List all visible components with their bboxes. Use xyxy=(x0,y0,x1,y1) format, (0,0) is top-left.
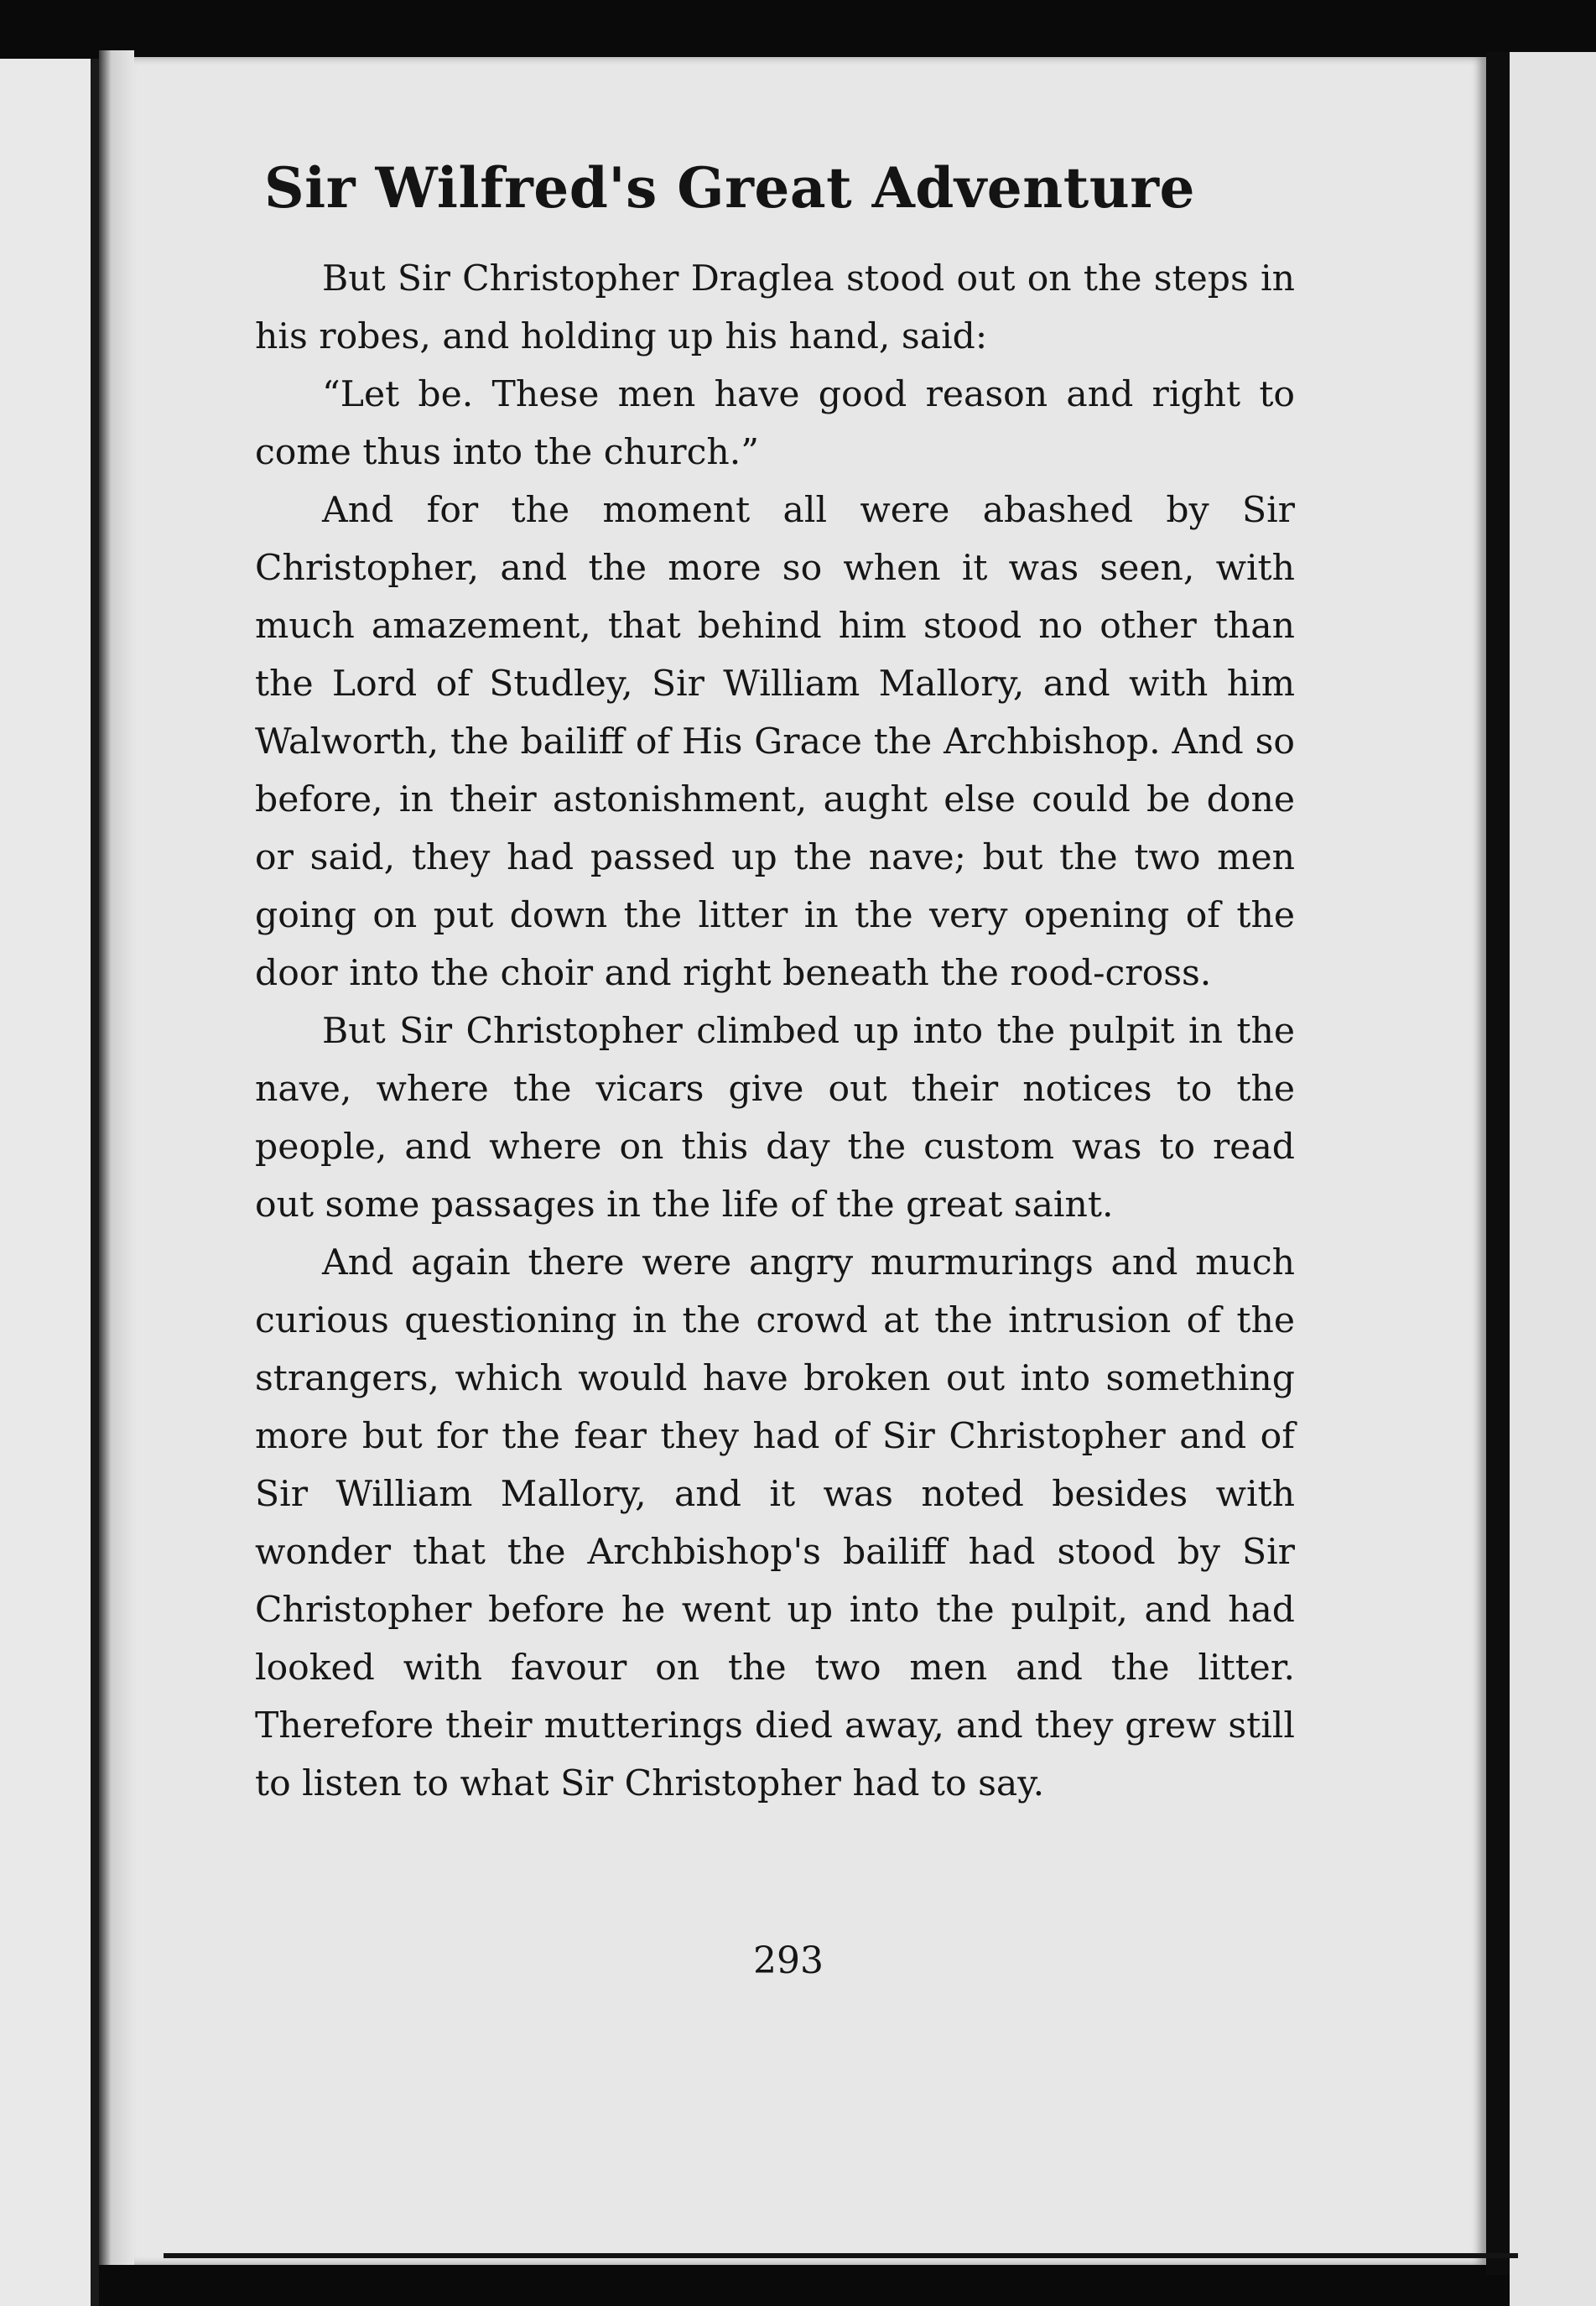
paragraph: But Sir Christopher climbed up into the pulpit in the nave, where the vicars give out their notices to the people, and where on this day the custom was to read out some passages in the life of the great saint. xyxy=(255,1011,1295,1226)
page-number: 293 xyxy=(753,1939,824,1982)
paragraph: But Sir Christopher Draglea stood out on the steps in his robes, and holding up his hand, said: xyxy=(255,258,1295,357)
book-gutter xyxy=(99,50,134,2265)
previous-page-edge xyxy=(0,59,99,2306)
next-page-edge xyxy=(1510,52,1596,2306)
page-shadow xyxy=(1486,52,1510,2275)
paragraph: And for the moment all were abashed by Sir Christopher, and the more so when it was seen, with much amazement, that behind him stood no other than the Lord of Studley, Sir William Mallory, and with him Walworth, the bailiff of His Grace the Archbishop. And so before, in their astonishment, aught else could be done or said, they had passed up the nave; but the two men going on put down the litter in the very opening of the door into the choir and right beneath the rood-cross. xyxy=(255,490,1295,994)
paragraph: And again there were angry murmurings and much curious questioning in the crowd at the intrusion of the strangers, which would have broken out into something more but for the fear they had of Sir Christopher and of Sir William Mallory, and it was noted besides with wonder that the Archbishop's bailiff had stood by Sir Christopher before he went up into the pulpit, and had looked with favour on the two men and the litter. Therefore their mutterings died away, and they grew still to listen to what Sir Christopher had to say. xyxy=(255,1242,1295,1804)
paragraph: “Let be. These men have good reason and right to come thus into the church.” xyxy=(255,374,1295,473)
running-head: Sir Wilfred's Great Adventure xyxy=(263,155,1195,221)
page-body xyxy=(255,250,1295,1813)
page-bottom-edge xyxy=(164,2253,1518,2258)
